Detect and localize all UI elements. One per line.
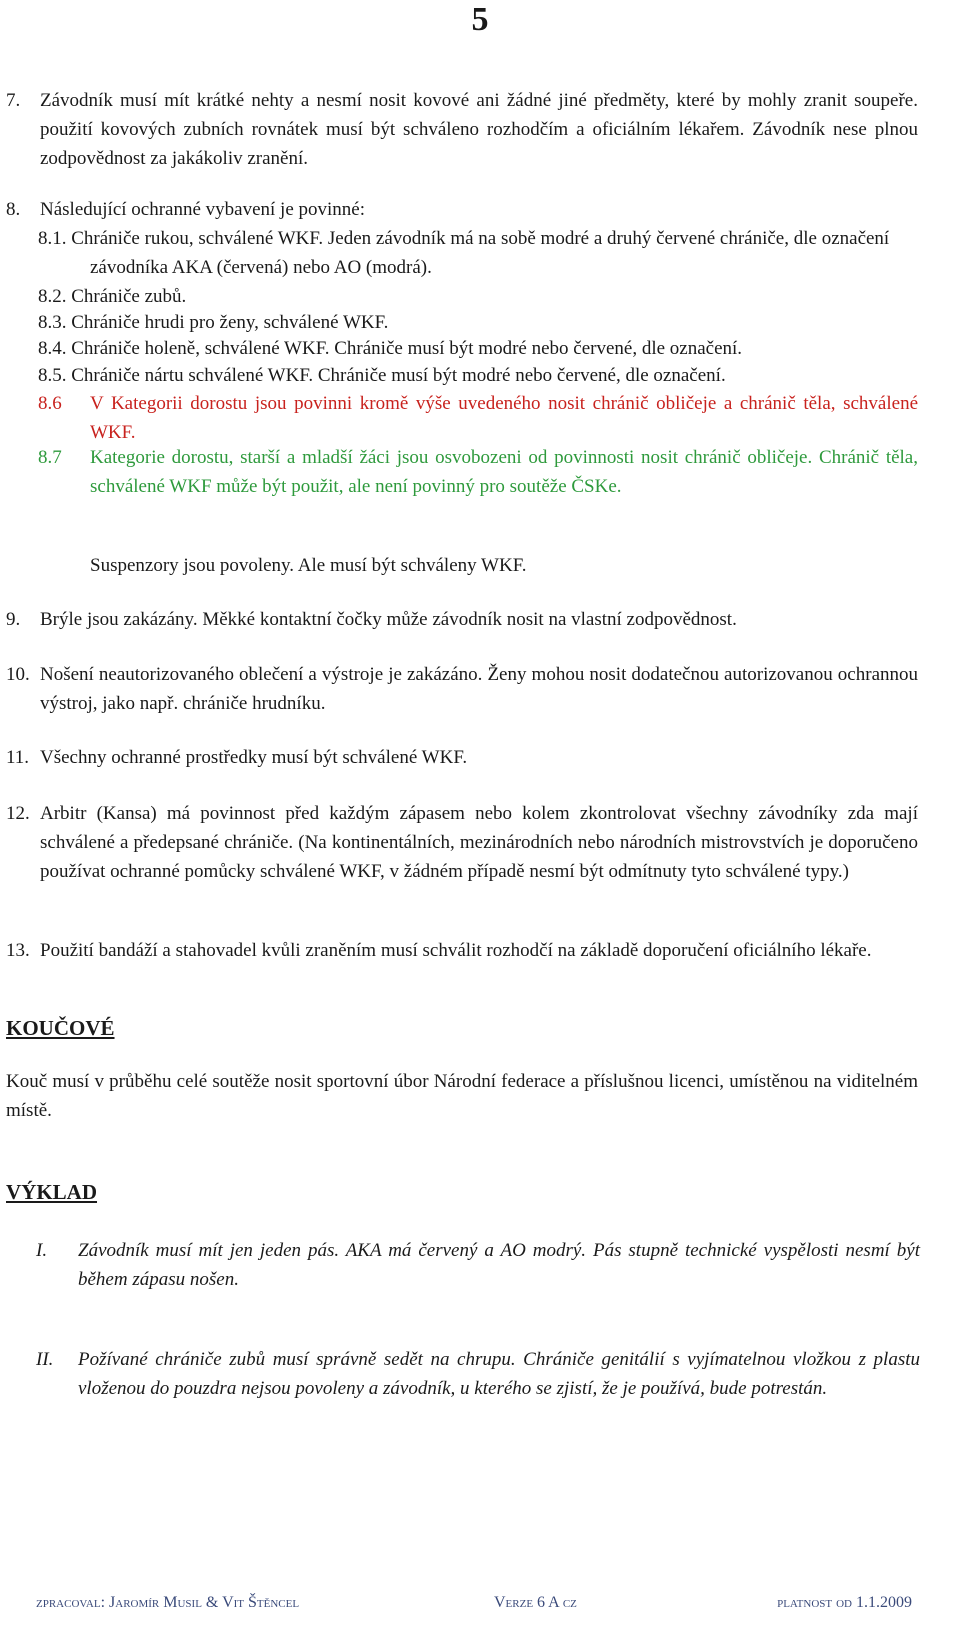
item-text: Arbitr (Kansa) má povinnost před každým zápasem nebo kolem zkontrolovat všechny závodníky zda mají schválené a předepsané chrániče. (Na kontinentálních, mezinárodních nebo národních mistrovstvích je doporučeno používat ochranné pomůcky schválené WKF, v žádném případě nesmí být odmítnuty tyto schválené typy.) bbox=[40, 803, 918, 882]
item-text: Všechny ochranné prostředky musí být schválené WKF. bbox=[40, 747, 468, 768]
item-7 bbox=[6, 86, 918, 173]
vyklad-item-text: Požívané chrániče zubů musí správně sedět na chrupu. Chrániče genitálií s vyjímatelnou vložkou z plastu vloženou do pouzdra nejsou povoleny a závodník, u kterého se zjistí, že je používá, bude potrestán. bbox=[78, 1349, 920, 1399]
sub-item-8-2 bbox=[38, 282, 918, 311]
page-number: 5 bbox=[471, 1, 489, 38]
vyklad-item-number: II. bbox=[36, 1349, 54, 1370]
sub-item-text: 8.3. Chrániče hrudi pro ženy, schválené WKF. bbox=[38, 312, 389, 333]
sub-item-number: 8.6 bbox=[38, 393, 62, 414]
item-number: 9. bbox=[6, 609, 21, 630]
sub-item-8-7 bbox=[38, 443, 918, 501]
vyklad-item-text: Závodník musí mít jen jeden pás. AKA má červený a AO modrý. Pás stupně technické vyspělosti nesmí být během zápasu nošen. bbox=[78, 1240, 920, 1290]
footer-validity: platnost od 1.1.2009 bbox=[777, 1594, 912, 1611]
item-text: Následující ochranné vybavení je povinné: bbox=[40, 199, 366, 220]
item-9 bbox=[6, 605, 918, 634]
item-number: 10. bbox=[6, 664, 30, 685]
sub-item-text: 8.2. Chrániče zubů. bbox=[38, 286, 187, 307]
vyklad-item-number: I. bbox=[36, 1240, 48, 1261]
item-11 bbox=[6, 743, 918, 772]
koucove-text: Kouč musí v průběhu celé soutěže nosit sportovní úbor Národní federace a příslušnou licenci, umístěnou na viditelném místě. bbox=[6, 1071, 918, 1121]
item-12 bbox=[6, 799, 918, 886]
vyklad-item-1 bbox=[30, 1236, 920, 1294]
item-number: 12. bbox=[6, 803, 30, 824]
sub-item-number: 8.7 bbox=[38, 447, 62, 468]
item-number: 13. bbox=[6, 940, 30, 961]
footer-version: Verze 6 A cz bbox=[494, 1594, 577, 1611]
sub-item-8-4 bbox=[38, 334, 918, 363]
sub-item-8-3 bbox=[38, 308, 918, 337]
suspenzory-note: Suspenzory jsou povoleny. Ale musí být schváleny WKF. bbox=[90, 555, 527, 576]
item-number: 8. bbox=[6, 199, 21, 220]
section-heading-koucove: KOUČOVÉ bbox=[6, 1016, 115, 1040]
item-text: Nošení neautorizovaného oblečení a výstroje je zakázáno. Ženy mohou nosit dodatečnou autorizovanou ochrannou výstroj, jako např. chrániče hrudníku. bbox=[40, 664, 918, 714]
item-number: 11. bbox=[6, 747, 30, 768]
item-13 bbox=[6, 936, 918, 965]
vyklad-item-2 bbox=[30, 1345, 920, 1403]
item-text: Závodník musí mít krátké nehty a nesmí nosit kovové ani žádné jiné předměty, které by mohly zranit soupeře. použití kovových zubních rovnátek musí být schváleno rozhodčím a oficiálním lékařem. Závodník nese plnou zodpovědnost za jakákoliv zranění. bbox=[40, 90, 918, 169]
sub-item-text: Kategorie dorostu, starší a mladší žáci jsou osvobozeni od povinnosti nosit chránič obličeje. Chránič těla, schválené WKF může být použit, ale není povinný pro soutěže ČSKe. bbox=[90, 447, 918, 497]
sub-item-8-1 bbox=[38, 224, 918, 282]
sub-item-text: V Kategorii dorostu jsou povinni kromě výše uvedeného nosit chránič obličeje a chránič těla, schválené WKF. bbox=[90, 393, 918, 443]
item-text: Brýle jsou zakázány. Měkké kontaktní čočky může závodník nosit na vlastní zodpovědnost. bbox=[40, 609, 737, 630]
sub-item-8-6 bbox=[38, 389, 918, 447]
sub-item-text: 8.1. Chrániče rukou, schválené WKF. Jeden závodník má na sobě modré a druhý červené chrániče, dle označení závodníka AKA (červená) nebo AO (modrá). bbox=[38, 228, 890, 278]
sub-item-text: 8.5. Chrániče nártu schválené WKF. Chrániče musí být modré nebo červené, dle označení. bbox=[38, 365, 726, 386]
footer-author: zpracoval: Jaromír Musil & Vit Štěncel bbox=[36, 1594, 300, 1611]
section-heading-vyklad: VÝKLAD bbox=[6, 1180, 98, 1204]
item-text: Použití bandáží a stahovadel kvůli zraněním musí schválit rozhodčí na základě doporučení oficiálního lékaře. bbox=[40, 940, 872, 961]
item-8 bbox=[6, 195, 918, 224]
item-number: 7. bbox=[6, 90, 21, 111]
sub-item-8-5 bbox=[38, 361, 918, 390]
item-10 bbox=[6, 660, 918, 718]
sub-item-text: 8.4. Chrániče holeně, schválené WKF. Chrániče musí být modré nebo červené, dle označení. bbox=[38, 338, 743, 359]
